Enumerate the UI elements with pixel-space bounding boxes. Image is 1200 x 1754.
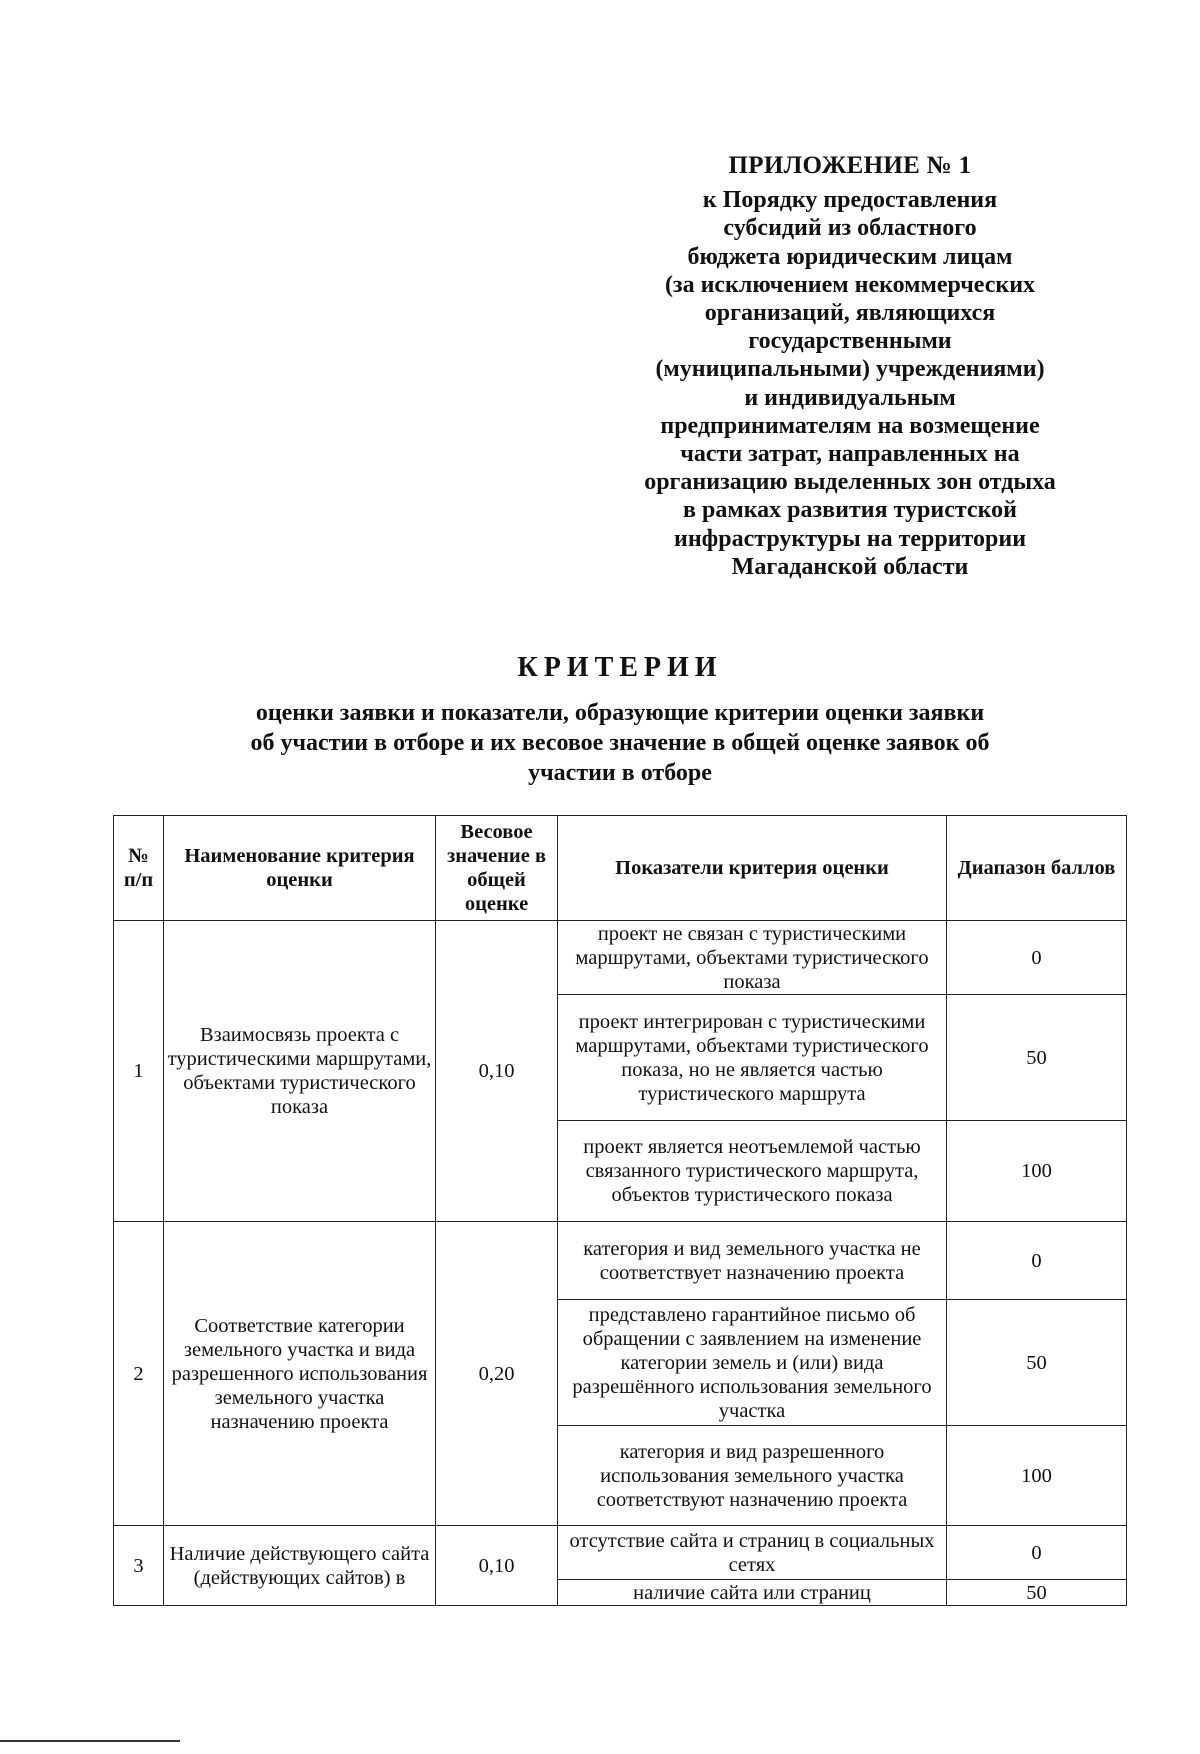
appendix-line: к Порядку предоставления bbox=[702, 187, 998, 214]
indicator-text: представлено гарантийное письмо об обращении с заявлением на изменение категории земель и (или) вида разрешённого использования земельного участка bbox=[558, 1300, 947, 1426]
appendix-line: субсидий из областного bbox=[723, 215, 977, 242]
header-num: № п/п bbox=[114, 816, 164, 921]
row-criterion-name: Взаимосвязь проекта с туристическими маршрутами, объектами туристического показа bbox=[164, 921, 436, 1222]
appendix-line: инфраструктуры на территории bbox=[673, 525, 1027, 552]
appendix-line: бюджета юридическим лицам bbox=[687, 243, 1013, 270]
indicator-text: проект не связан с туристическими маршрутами, объектами туристического показа bbox=[558, 921, 947, 995]
appendix-line: организацию выделенных зон отдыха bbox=[644, 469, 1056, 496]
table-header-row bbox=[114, 816, 1127, 921]
row-num: 2 bbox=[114, 1222, 164, 1526]
indicator-text: наличие сайта или страниц bbox=[558, 1580, 947, 1606]
table-row bbox=[114, 1526, 1127, 1580]
appendix-line: в рамках развития туристской bbox=[683, 497, 1017, 524]
criteria-subtitle-line: об участии в отборе и их весовое значение в общей оценке заявок об bbox=[250, 730, 990, 756]
footnote-separator bbox=[0, 1740, 180, 1742]
indicator-score: 100 bbox=[947, 1426, 1127, 1526]
row-weight: 0,10 bbox=[436, 1526, 558, 1606]
indicator-score: 50 bbox=[947, 1300, 1127, 1426]
appendix-block bbox=[590, 152, 1110, 581]
criteria-subtitle-line: оценки заявки и показатели, образующие критерии оценки заявки bbox=[255, 700, 985, 726]
header-range: Диапазон баллов bbox=[947, 816, 1127, 921]
criteria-table bbox=[113, 815, 1127, 1606]
header-name: Наименование критерия оценки bbox=[164, 816, 436, 921]
indicator-score: 0 bbox=[947, 1526, 1127, 1580]
indicator-text: отсутствие сайта и страниц в социальных сетях bbox=[558, 1526, 947, 1580]
criteria-subtitle-line: участии в отборе bbox=[528, 760, 712, 786]
indicator-score: 100 bbox=[947, 1121, 1127, 1222]
appendix-line: (за исключением некоммерческих bbox=[664, 271, 1036, 298]
appendix-line: и индивидуальным bbox=[744, 384, 956, 411]
indicator-score: 50 bbox=[947, 1580, 1127, 1606]
header-indicators: Показатели критерия оценки bbox=[558, 816, 947, 921]
appendix-line: (муниципальными) учреждениями) bbox=[655, 356, 1045, 383]
indicator-score: 0 bbox=[947, 921, 1127, 995]
indicator-text: категория и вид разрешенного использования земельного участка соответствуют назначению проекта bbox=[558, 1426, 947, 1526]
indicator-text: категория и вид земельного участка не соответствует назначению проекта bbox=[558, 1222, 947, 1300]
appendix-line: части затрат, направленных на bbox=[680, 441, 1020, 468]
header-weight: Весовое значение в общей оценке bbox=[436, 816, 558, 921]
table-row bbox=[114, 1222, 1127, 1300]
criteria-title: КРИТЕРИИ bbox=[517, 652, 723, 683]
row-num: 1 bbox=[114, 921, 164, 1222]
appendix-line: предпринимателям на возмещение bbox=[660, 412, 1040, 439]
indicator-score: 0 bbox=[947, 1222, 1127, 1300]
table-row bbox=[114, 921, 1127, 995]
row-criterion-name: Соответствие категории земельного участка и вида разрешенного использования земельного участка назначению проекта bbox=[164, 1222, 436, 1526]
indicator-text: проект интегрирован с туристическими маршрутами, объектами туристического показа, но не является частью туристического маршрута bbox=[558, 995, 947, 1121]
row-num: 3 bbox=[114, 1526, 164, 1606]
row-weight: 0,20 bbox=[436, 1222, 558, 1526]
appendix-line: государственными bbox=[748, 328, 952, 355]
row-weight: 0,10 bbox=[436, 921, 558, 1222]
indicator-score: 50 bbox=[947, 995, 1127, 1121]
appendix-line: организаций, являющихся bbox=[704, 300, 996, 327]
appendix-line: Магаданской области bbox=[731, 553, 969, 580]
row-criterion-name: Наличие действующего сайта (действующих сайтов) в bbox=[164, 1526, 436, 1606]
appendix-heading: ПРИЛОЖЕНИЕ № 1 bbox=[728, 152, 972, 179]
indicator-text: проект является неотъемлемой частью связанного туристического маршрута, объектов туристического показа bbox=[558, 1121, 947, 1222]
criteria-subtitle bbox=[150, 698, 1090, 788]
